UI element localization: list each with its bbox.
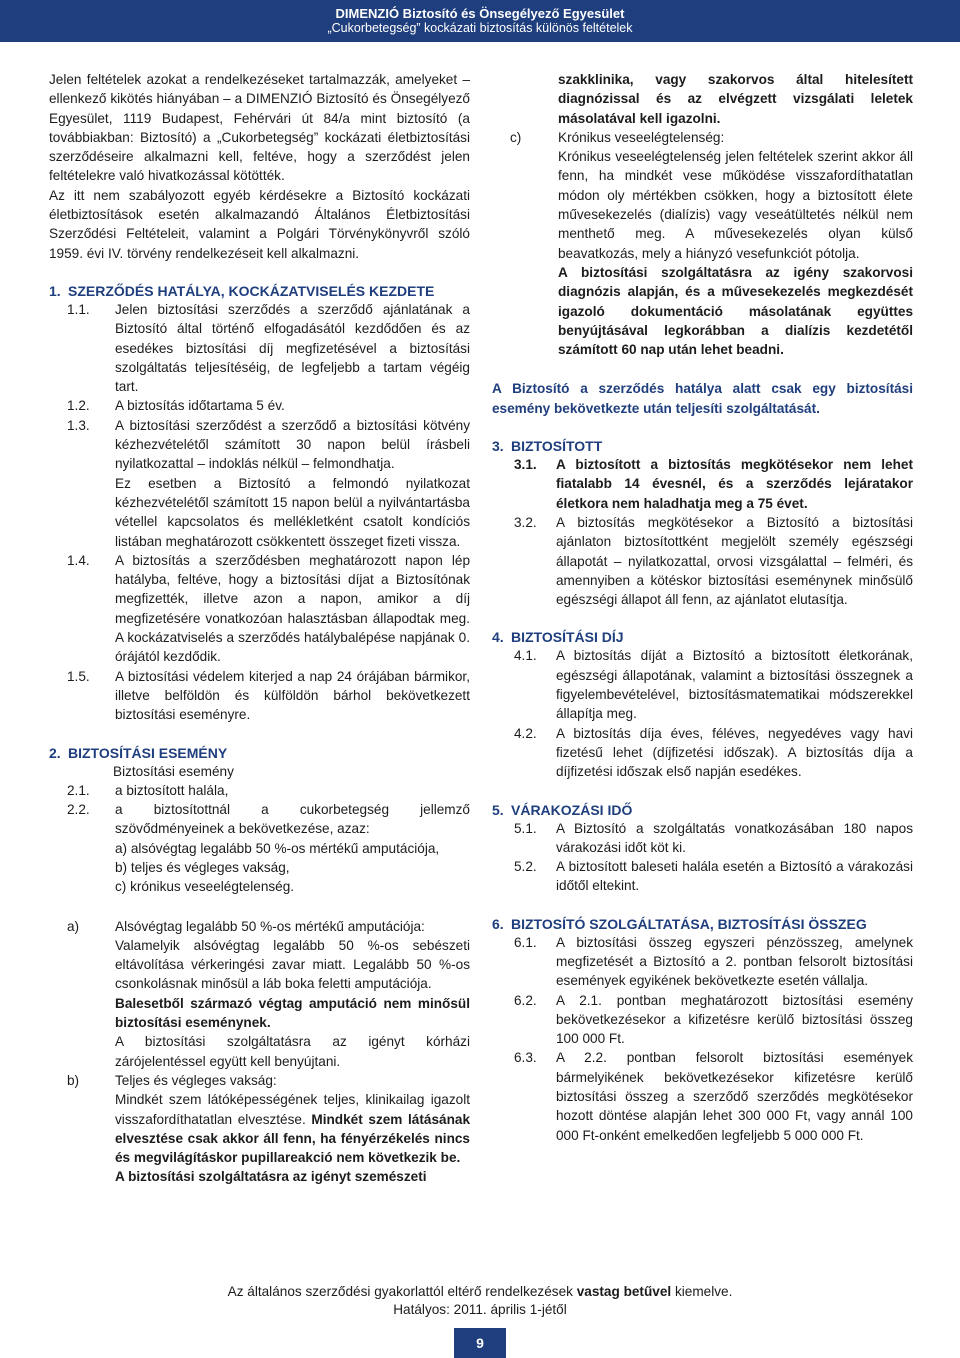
clause-5-1: 5.1. A Biztosító a szolgáltatás vonatkozásában 180 napos várakozási időt köt ki.	[514, 820, 913, 855]
intro-paragraph-1: Jelen feltételek azokat a rendelkezéseket tartalmazzák, amelyeket – ellenkező kikötés hiányában – a DIMENZIÓ Biztosító és Önsegélyező Egyesület, 1119 Budapest, Fehérvári út 84/a mint biztosító (a továbbiakban: Biztosító) a „Cukorbetegség” kockázati életbiztosítási szerződéseire alkalmazni kell, feltéve, hogy a szerződést jelen feltételekre való hivatkozással kötötték.	[49, 72, 470, 184]
section-2-intro: Biztosítási esemény	[113, 763, 234, 779]
sub-item-b: b) teljes és végleges vakság,	[115, 859, 290, 875]
right-column	[492, 70, 913, 1145]
clause-1-5: 1.5. A biztosítási védelem kiterjed a nap 24 órájában bármikor, illetve belföldön és külföldön bárhol bekövetkezett biztosítási eseményre.	[67, 668, 470, 723]
single-event-note: A Biztosító a szerződés hatálya alatt csak egy biztosítási esemény bekövetkezte után teljesíti szolgáltatását.	[492, 381, 913, 416]
clause-5-2: 5.2. A biztosított baleseti halála esetén a Biztosító a várakozási időtől eltekint.	[514, 859, 913, 894]
clause-1-4: 1.4. A biztosítás a szerződésben meghatározott napon lép hatályba, feltéve, hogy a biztosítási díjat a Biztosítónak megfizették, illetve azon a napon, amikor a díj megfizetésére vonatkozóan halasztásban állapodtak meg. A kockázatviselés a szerződés hatálybalépése napjának 0. órájától kezdődik.	[67, 552, 470, 665]
clause-6-2: 6.2. A 2.1. pontban meghatározott biztosítási esemény bekövetkezésekor a kifizetésre kerülő biztosítási összeg 100 000 Ft.	[514, 992, 913, 1047]
sub-item-a: a) alsóvégtag legalább 50 %-os mértékű amputációja,	[115, 840, 440, 856]
section-5-heading: 5. VÁRAKOZÁSI IDŐ	[492, 801, 633, 818]
page-footer	[0, 1283, 960, 1319]
header-organization: DIMENZIÓ Biztosító és Önsegélyező Egyesület	[335, 6, 625, 21]
definition-a: a) Alsóvégtag legalább 50 %-os mértékű amputációja: Valamelyik alsóvégtag legalább 50 %-os sebészeti eltávolítása vérkeringési zavar miatt. Legalább 50 %-os csonkolásnak minősül a láb boka feletti amputációja. Balesetből származó végtag amputáció nem minősül biztosítási eseménynek. A biztosítási szolgáltatásra az igényt kórházi zárójelentéssel együtt kell benyújtani.	[67, 918, 470, 1069]
definition-b: b) Teljes és végleges vakság: Mindkét szem látóképességének teljes, klinikailag igazolt visszafordíthatatlan elvesztése. Mindkét szem látásának elvesztése csak akkor áll fenn, ha fényérzékelés nincs és megvilágításkor pupillareakció nem következik be. A biztosítási szolgáltatásra az igényt szemészeti	[67, 1072, 470, 1185]
sub-item-c: c) krónikus veseelégtelenség.	[115, 879, 295, 895]
clause-4-1: 4.1. A biztosítás díját a Biztosító a biztosított életkorának, egészségi állapotának, valamint a biztosítási összegnek a figyelembevételével, biztosításmatematikai módszerekkel állapítja meg.	[514, 648, 913, 722]
section-6-heading: 6. BIZTOSÍTÓ SZOLGÁLTATÁSA, BIZTOSÍTÁSI ÖSSZEG	[492, 915, 867, 932]
left-column	[49, 70, 470, 1187]
clause-2-2: 2.2. a biztosítottnál a cukorbetegség jellemző szövődményeinek a bekövetkezése, azaz:	[67, 802, 470, 837]
clause-6-3: 6.3. A 2.2. pontban felsorolt biztosítási események bármelyikének bekövetkezésekor kifizetésre kerülő biztosítási összeg a szerződő szerződés megkötésekor hozott döntése alapján lehet 300 000 Ft, vagy annál 100 000 Ft-onként emelkedően legfeljebb 5 000 000 Ft.	[514, 1050, 913, 1143]
section-4-heading: 4. BIZTOSÍTÁSI DÍJ	[492, 629, 624, 646]
clause-6-1: 6.1. A biztosítási összeg egyszeri pénzösszeg, amelynek megfizetését a Biztosító a 2. pontban felsorolt biztosítási események egyikének bekövetkezte esetén vállalja.	[514, 934, 913, 989]
footer-note: Az általános szerződési gyakorlattól eltérő rendelkezések vastag betűvel kiemelve.	[227, 1284, 733, 1299]
page-header	[0, 0, 960, 42]
clause-3-1: 3.1. A biztosított a biztosítás megkötésekor nem lehet fiatalabb 14 évesnél, és a szerződés lejáratakor életkora nem haladhatja meg a 75 évet.	[514, 457, 913, 511]
clause-1-1: 1.1. Jelen biztosítási szerződés a szerződő ajánlatának a Biztosító által történő elfogadásától kezdődően és az esedékes biztosítási díj megfizetésével a biztosítási szolgáltatás teljesítéséig, de legfeljebb a tartam végéig tart.	[67, 301, 470, 395]
footer-effective-date: Hatályos: 2011. április 1-jétől	[393, 1302, 567, 1317]
section-2-heading: 2. BIZTOSÍTÁSI ESEMÉNY	[49, 744, 228, 761]
clause-1-3: 1.3. A biztosítási szerződést a szerződő a biztosítási kötvény kézhezvételétől számított 30 napon belül írásbeli nyilatkozattal – indoklás nélkül – felmondhatja. Ez esetben a Biztosító a felmondó nyilatkozat kézhezvételétől számított 15 napon belül a nyilvántartásba vétellel kapcsolatos és mellékletként csatolt kondíciós listában meghatározott csökkentett összeget fizeti vissza.	[67, 417, 470, 549]
section-3-heading: 3. BIZTOSÍTOTT	[492, 438, 603, 455]
section-1-heading: 1. SZERZŐDÉS HATÁLYA, KOCKÁZATVISELÉS KEZDETE	[49, 282, 435, 299]
definition-b-continued: szakklinika, vagy szakorvos által hitelesített diagnózissal és az elvégzett vizsgálati leletek másolatával kell igazolni.	[558, 72, 913, 126]
definition-c: c) Krónikus veseelégtelenség: Krónikus veseelégtelenség jelen feltételek szerint akkor áll fenn, ha mindkét vese működése visszafordíthatatlan módon oly mértékben csökken, hogy a biztosított élete művesekezelés (dialízis) vagy veseátültetés nélkül nem menthető meg. A művesekezelés olyan külső beavatkozás, mely a hiányzó vesefunkciót pótolja. A biztosítási szolgáltatásra az igény szakorvosi diagnózis alapján, és a művesekezelés megkezdését igazoló dokumentáció másolatának együttes benyújtásával legkorábban a dialízis kezdetétől számított 60 nap után lehet beadni.	[510, 129, 913, 358]
header-document-title: „Cukorbetegség” kockázati biztosítás különös feltételek	[327, 21, 633, 35]
page-number: 9	[454, 1328, 506, 1358]
clause-3-2: 3.2. A biztosítás megkötésekor a Biztosító a biztosítási ajánlaton biztosítottként megjelölt személy egészségi állapotát – nyilatkozattal, orvosi vizsgálattal – felméri, és amennyiben a kötéskor biztosítási eseménynek minősülő egészségi állapot áll fenn, az ajánlatot elutasítja.	[514, 514, 913, 608]
clause-4-2: 4.2. A biztosítás díja éves, féléves, negyedéves vagy havi fizetésű lehet (díjfizetési időszak). A biztosítás díja a díjfizetési időszak első napján esedékes.	[514, 725, 913, 780]
intro-paragraph-2: Az itt nem szabályozott egyéb kérdésekre a Biztosító kockázati életbiztosítások esetén alkalmazandó Általános Életbiztosítási Szerződési Feltételeit, valamint a Polgári Törvénykönyvről szóló 1959. évi IV. törvény rendelkezéseit kell alkalmazni.	[49, 187, 470, 261]
clause-1-2: 1.2. A biztosítás időtartama 5 év.	[67, 398, 285, 414]
clause-2-1: 2.1. a biztosított halála,	[67, 782, 229, 798]
